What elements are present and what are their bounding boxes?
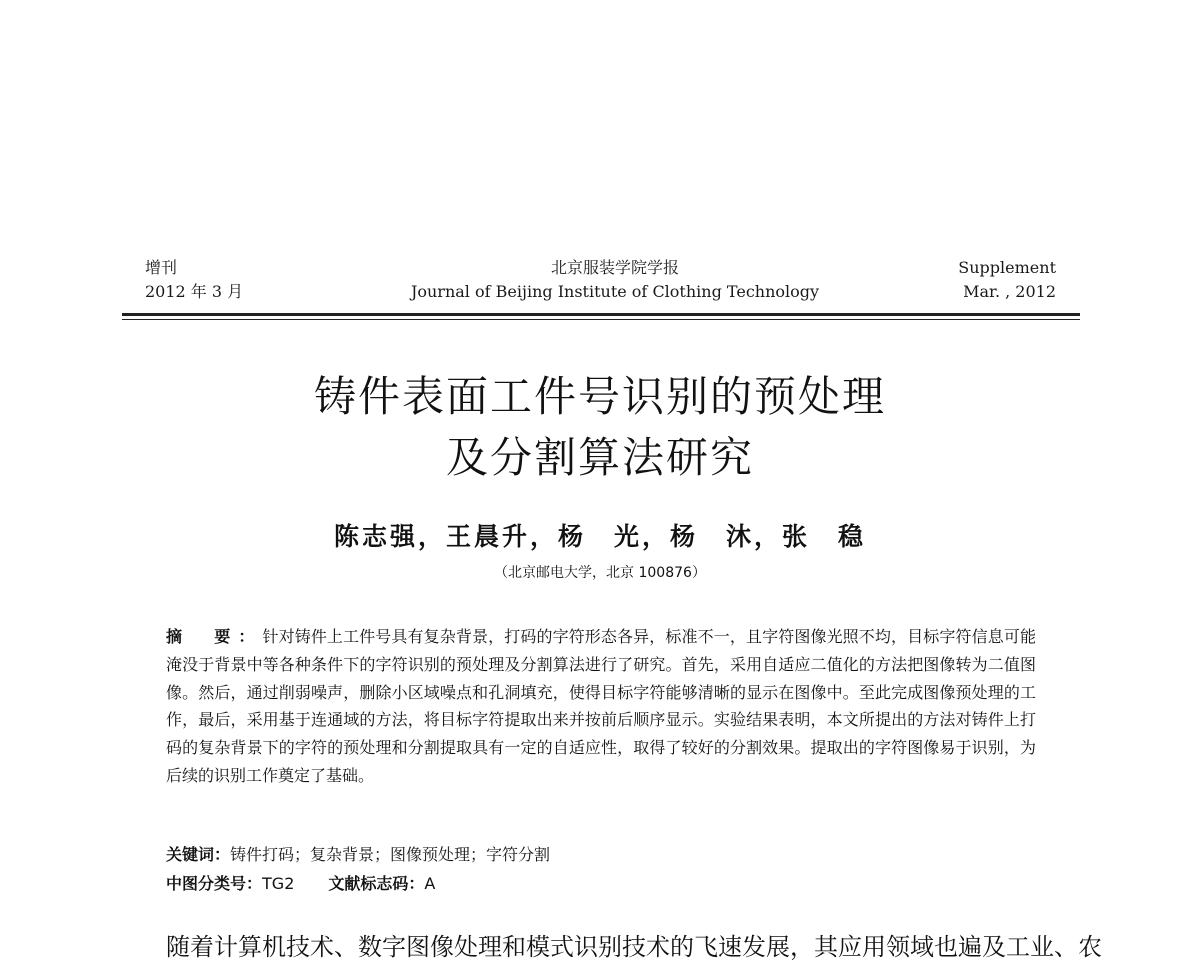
- author-affiliation: （北京邮电大学，北京 100876）: [494, 565, 706, 581]
- journal-name-chinese: 北京服装学院学报: [550, 258, 679, 277]
- abstract: [166, 623, 1036, 790]
- keywords-label: 关键词：: [166, 845, 231, 864]
- classification-info: [166, 872, 435, 896]
- journal-name: [380, 256, 850, 304]
- header-rule-thin: [122, 319, 1080, 320]
- journal-issue-info: [145, 256, 243, 304]
- header-rule-thick: [122, 313, 1080, 316]
- keywords-text: 铸件打码；复杂背景；图像预处理；字符分割: [230, 845, 551, 864]
- abstract-label: 摘 要：: [166, 627, 263, 646]
- journal-name-english: Journal of Beijing Institute of Clothing Technology: [410, 282, 820, 301]
- issue-type: 增刊: [145, 258, 178, 277]
- document-code-label: 文献标志码：: [328, 874, 425, 893]
- article-title-line-1: 铸件表面工件号识别的预处理: [313, 372, 886, 421]
- issue-type-english: Supplement: [958, 258, 1056, 277]
- author-list: 陈志强，王晨升，杨 光，杨 沐，张 稳: [333, 522, 866, 551]
- document-code-value: A: [424, 874, 436, 893]
- article-title-line-2: 及分割算法研究: [445, 433, 754, 482]
- abstract-text: 针对铸件上工件号具有复杂背景，打码的字符形态各异，标准不一，且字符图像光照不均，目标字符信息可能淹没于背景中等各种条件下的字符识别的预处理及分割算法进行了研究。首先，采用自适应二值化的方法把图像转为二值图像。然后，通过削弱噪声，删除小区域噪点和孔洞填充，使得目标字符能够清晰的显示在图像中。至此完成图像预处理的工作，最后，采用基于连通域的方法，将目标字符提取出来并按前后顺序显示。实验结果表明，本文所提出的方法对铸件上打码的复杂背景下的字符的预处理和分割提取具有一定的自适应性，取得了较好的分割效果。提取出的字符图像易于识别，为后续的识别工作奠定了基础。: [166, 627, 1036, 785]
- journal-issue-info-english: [880, 256, 1056, 304]
- clc-value: TG2: [262, 874, 295, 893]
- clc-label: 中图分类号：: [166, 874, 263, 893]
- issue-date-english: Mar. , 2012: [963, 282, 1056, 301]
- keywords: [166, 843, 550, 867]
- body-first-line: 随着计算机技术、数字图像处理和模式识别技术的飞速发展，其应用领域也遍及工业、农: [166, 933, 1102, 961]
- issue-date: 2012 年 3 月: [145, 282, 244, 301]
